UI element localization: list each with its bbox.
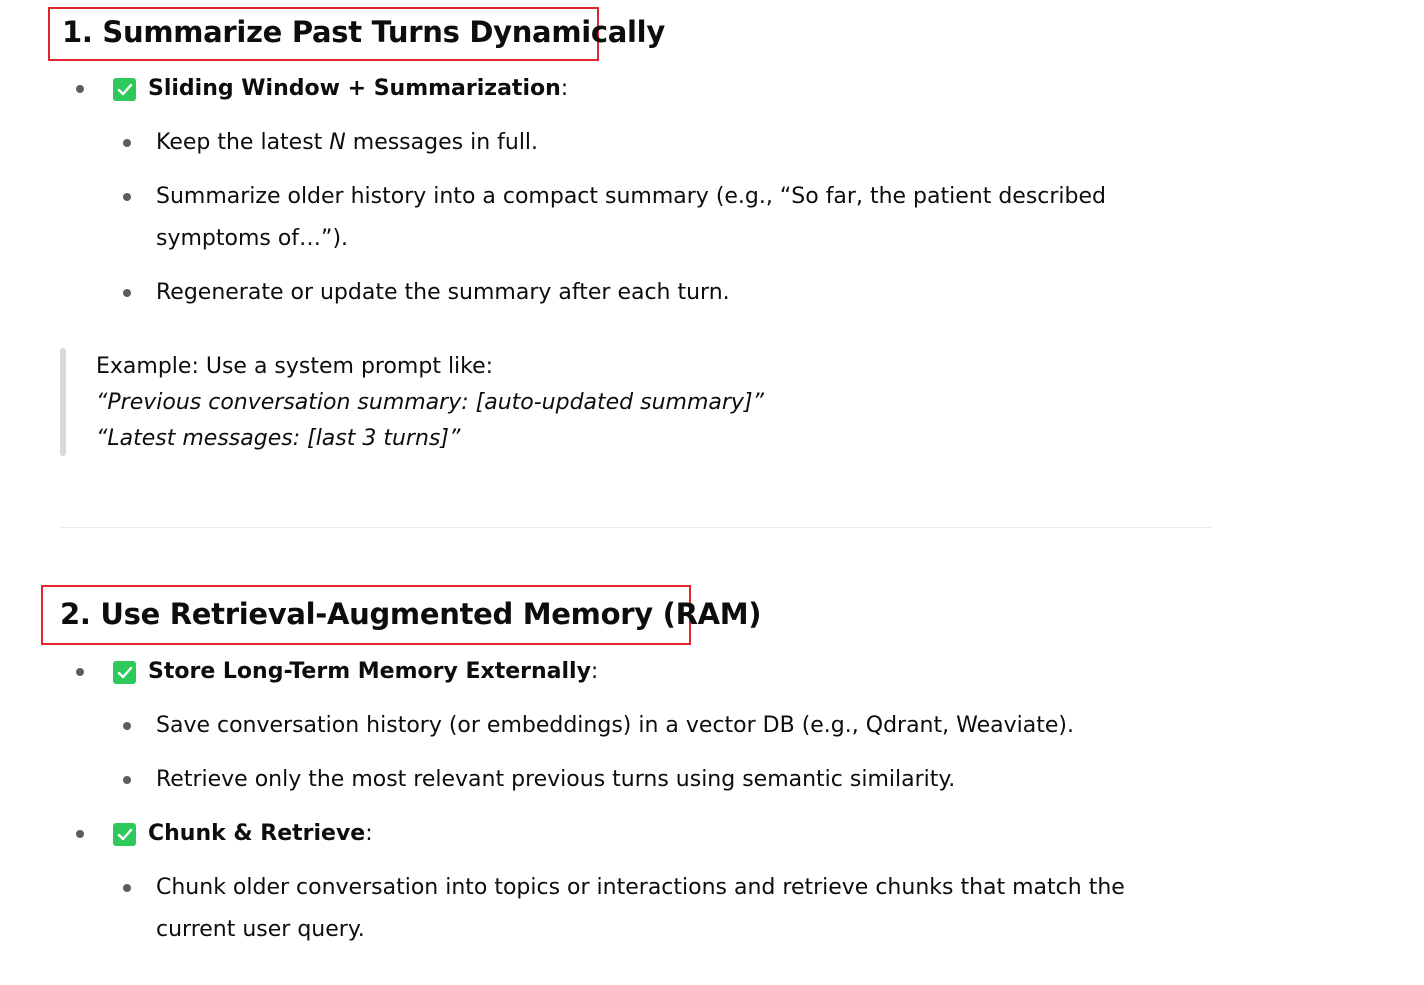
section2-heading: 2. Use Retrieval-Augmented Memory (RAM) (60, 597, 762, 631)
item-title-suffix: : (590, 659, 599, 684)
list-item: Retrieve only the most relevant previous turns using semantic similarity. (156, 767, 956, 792)
check-mark-icon (113, 661, 136, 684)
list-item-title (148, 78, 568, 100)
item-title-bold: Sliding Window + Summarization (148, 76, 561, 101)
bullet-dot (76, 668, 84, 676)
bullet-dot (123, 722, 131, 730)
blockquote-bar (60, 348, 66, 456)
list-item: Regenerate or update the summary after each turn. (156, 280, 730, 305)
section-divider (60, 527, 1212, 528)
item-title-suffix: : (365, 821, 373, 846)
item-title-bold: Chunk & Retrieve (148, 821, 366, 846)
list-item: Summarize older history into a compact summary (e.g., “So far, the patient described symptoms of…”). (156, 184, 1107, 251)
bullet-dot (123, 884, 131, 892)
blockquote-line: Example: Use a system prompt like: (96, 354, 494, 379)
keep-variable: N (329, 130, 346, 155)
check-mark-icon (113, 78, 136, 101)
bullet-dot (76, 85, 84, 93)
item-title-suffix: : (560, 76, 569, 101)
check-mark-icon (113, 823, 136, 846)
bullet-dot (76, 830, 84, 838)
bullet-dot (123, 193, 131, 201)
list-item (156, 122, 1196, 164)
bullet-dot (123, 139, 131, 147)
keep-prefix: Keep the latest (156, 130, 330, 155)
list-item: Chunk older conversation into topics or interactions and retrieve chunks that match the current user query. (156, 875, 1125, 942)
list-item: Save conversation history (or embeddings) in a vector DB (e.g., Qdrant, Weaviate). (156, 713, 1074, 738)
bullet-dot (123, 776, 131, 784)
keep-suffix: messages in full. (345, 130, 539, 155)
list-item-title (148, 661, 598, 683)
blockquote-line: “Latest messages: [last 3 turns]” (96, 426, 461, 451)
list-item-title (148, 823, 373, 845)
section1-heading: 1. Summarize Past Turns Dynamically (62, 15, 665, 49)
blockquote-line: “Previous conversation summary: [auto-updated summary]” (96, 390, 764, 415)
bullet-dot (123, 289, 131, 297)
item-title-bold: Store Long-Term Memory Externally (148, 659, 591, 684)
